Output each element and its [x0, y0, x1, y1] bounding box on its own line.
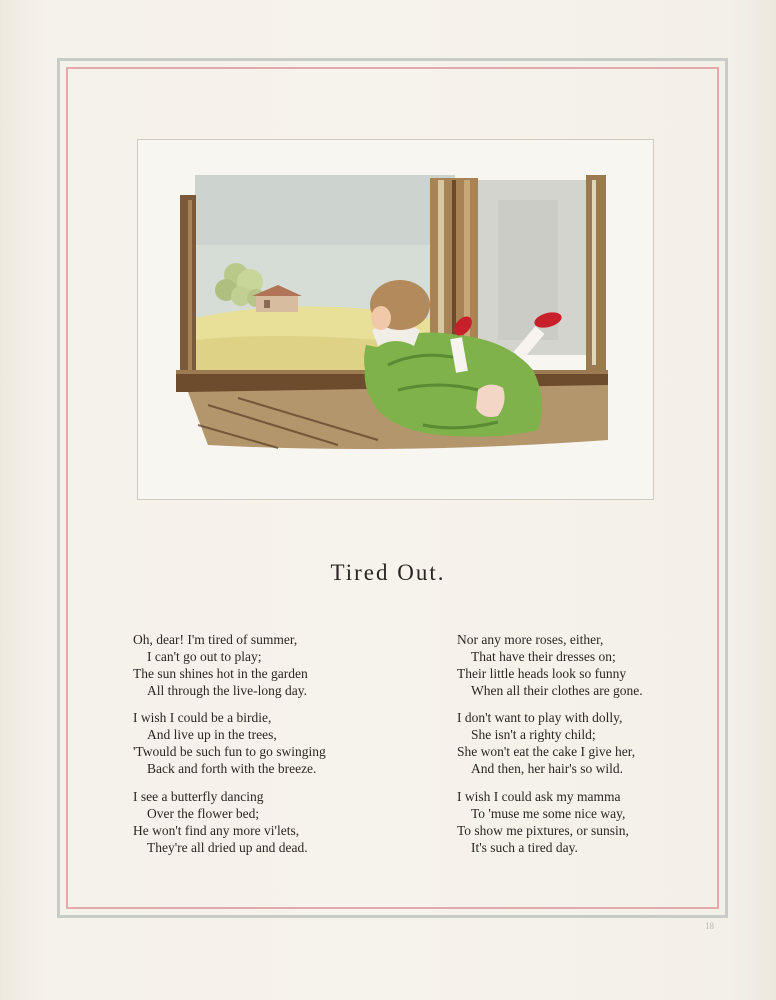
poem-line: All through the live-long day.	[147, 683, 307, 698]
poem-line: Oh, dear! I'm tired of summer,	[133, 632, 298, 647]
poem-line: The sun shines hot in the garden	[133, 666, 308, 681]
poem-title: Tired Out.	[330, 560, 446, 585]
poem-line: Nor any more roses, either,	[457, 632, 604, 647]
poem-line: She won't eat the cake I give her,	[457, 744, 636, 759]
poem-line: And live up in the trees,	[147, 727, 277, 742]
stanza-6	[457, 788, 697, 856]
poem-line: They're all dried up and dead.	[147, 840, 308, 855]
illustration-plate	[137, 139, 654, 500]
poem-line: Back and forth with the breeze.	[147, 761, 317, 776]
child-at-window-illustration	[138, 140, 655, 501]
stanza-1	[133, 631, 373, 699]
poem-line: I can't go out to play;	[147, 649, 262, 664]
stanza-3	[133, 788, 373, 856]
poem-line: Their little heads look so funny	[457, 666, 627, 681]
poem-line: I see a butterfly dancing	[133, 789, 264, 804]
poem-line: Over the flower bed;	[147, 806, 260, 821]
poem-line: I wish I could be a birdie,	[133, 710, 272, 725]
poem-line: 'Twould be such fun to go swinging	[133, 744, 326, 759]
poem-line: It's such a tired day.	[471, 840, 578, 855]
poem-line: I wish I could ask my mamma	[457, 789, 621, 804]
poem-line: I don't want to play with dolly,	[457, 710, 623, 725]
poem-line: She isn't a righty child;	[471, 727, 596, 742]
poem-line: To 'muse me some nice way,	[471, 806, 626, 821]
poem-line: To show me pixtures, or sunsin,	[457, 823, 629, 838]
page-number: 18	[705, 921, 714, 931]
stanza-5	[457, 709, 697, 777]
poem-line: That have their dresses on;	[471, 649, 616, 664]
poem-line: He won't find any more vi'lets,	[133, 823, 300, 838]
poem-line: When all their clothes are gone.	[471, 683, 643, 698]
stanza-4	[457, 631, 697, 699]
stanza-2	[133, 709, 373, 777]
poem-line: And then, her hair's so wild.	[471, 761, 624, 776]
